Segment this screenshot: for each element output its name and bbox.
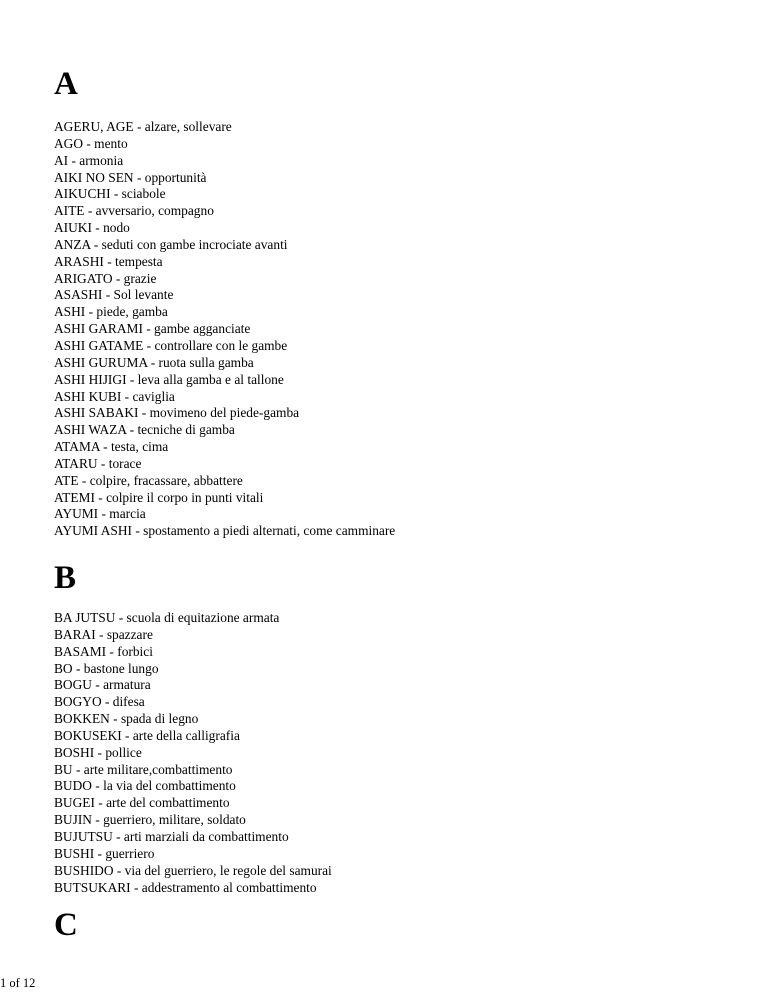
- glossary-entry: BUJUTSU - arti marziali da combattimento: [54, 828, 289, 844]
- glossary-entry: BO - bastone lungo: [54, 660, 159, 676]
- glossary-entry: BUJIN - guerriero, militare, soldato: [54, 812, 246, 828]
- glossary-entry: BOSHI - pollice: [54, 744, 142, 760]
- glossary-entry: AIKUCHI - sciabole: [54, 186, 166, 202]
- glossary-entry: AYUMI - marcia: [54, 506, 146, 522]
- glossary-entry: ARASHI - tempesta: [54, 253, 163, 269]
- glossary-entry: ARIGATO - grazie: [54, 270, 157, 286]
- section-heading-a: A: [54, 66, 78, 102]
- entry-list-b: [54, 610, 332, 896]
- glossary-entry: ASHI - piede, gamba: [54, 304, 168, 320]
- glossary-entry: ASASHI - Sol levante: [54, 287, 174, 303]
- glossary-entry: BUGEI - arte del combattimento: [54, 795, 230, 811]
- glossary-entry: BU - arte militare,combattimento: [54, 761, 233, 777]
- glossary-entry: AIUKI - nodo: [54, 220, 130, 236]
- glossary-entry: BOKUSEKI - arte della calligrafia: [54, 727, 240, 743]
- glossary-entry: ASHI WAZA - tecniche di gamba: [54, 422, 235, 438]
- glossary-entry: AYUMI ASHI - spostamento a piedi alternati, come camminare: [54, 523, 396, 539]
- glossary-entry: ATARU - torace: [54, 455, 142, 471]
- glossary-entry: BA JUTSU - scuola di equitazione armata: [54, 610, 280, 625]
- glossary-entry: BARAI - spazzare: [54, 626, 153, 642]
- glossary-entry: BUTSUKARI - addestramento al combattimento: [54, 879, 317, 895]
- glossary-entry: ANZA - seduti con gambe incrociate avanti: [54, 236, 288, 252]
- glossary-entry: BUSHI - guerriero: [54, 845, 155, 861]
- glossary-entry: AGO - mento: [54, 135, 128, 151]
- glossary-entry: AI - armonia: [54, 152, 124, 168]
- glossary-entry: ASHI GARAMI - gambe agganciate: [54, 321, 251, 337]
- glossary-entry: ASHI KUBI - caviglia: [54, 388, 175, 404]
- page-number: 1 of 12: [0, 976, 36, 990]
- glossary-entry: ASHI HIJIGI - leva alla gamba e al tallone: [54, 371, 284, 387]
- glossary-entry: BOKKEN - spada di legno: [54, 711, 199, 727]
- glossary-entry: ASHI GATAME - controllare con le gambe: [54, 337, 288, 353]
- glossary-entry: ASHI GURUMA - ruota sulla gamba: [54, 354, 254, 370]
- glossary-entry: BUSHIDO - via del guerriero, le regole del samurai: [54, 862, 332, 878]
- glossary-entry: ATEMI - colpire il corpo in punti vitali: [54, 489, 264, 505]
- glossary-entry: ATE - colpire, fracassare, abbattere: [54, 472, 243, 488]
- glossary-entry: AITE - avversario, compagno: [54, 203, 214, 219]
- glossary-entry: ASHI SABAKI - movimeno del piede-gamba: [54, 405, 300, 421]
- section-heading-b: B: [54, 560, 77, 596]
- glossary-entry: BOGU - armatura: [54, 677, 151, 693]
- glossary-entry: AGERU, AGE - alzare, sollevare: [54, 119, 232, 134]
- glossary-entry: ATAMA - testa, cima: [54, 439, 169, 455]
- glossary-entry: BOGYO - difesa: [54, 694, 145, 710]
- glossary-entry: BASAMI - forbici: [54, 643, 153, 659]
- section-heading-c: C: [54, 907, 78, 943]
- glossary-entry: BUDO - la via del combattimento: [54, 778, 236, 794]
- glossary-entry: AIKI NO SEN - opportunità: [54, 169, 207, 185]
- entry-list-a: [54, 119, 395, 540]
